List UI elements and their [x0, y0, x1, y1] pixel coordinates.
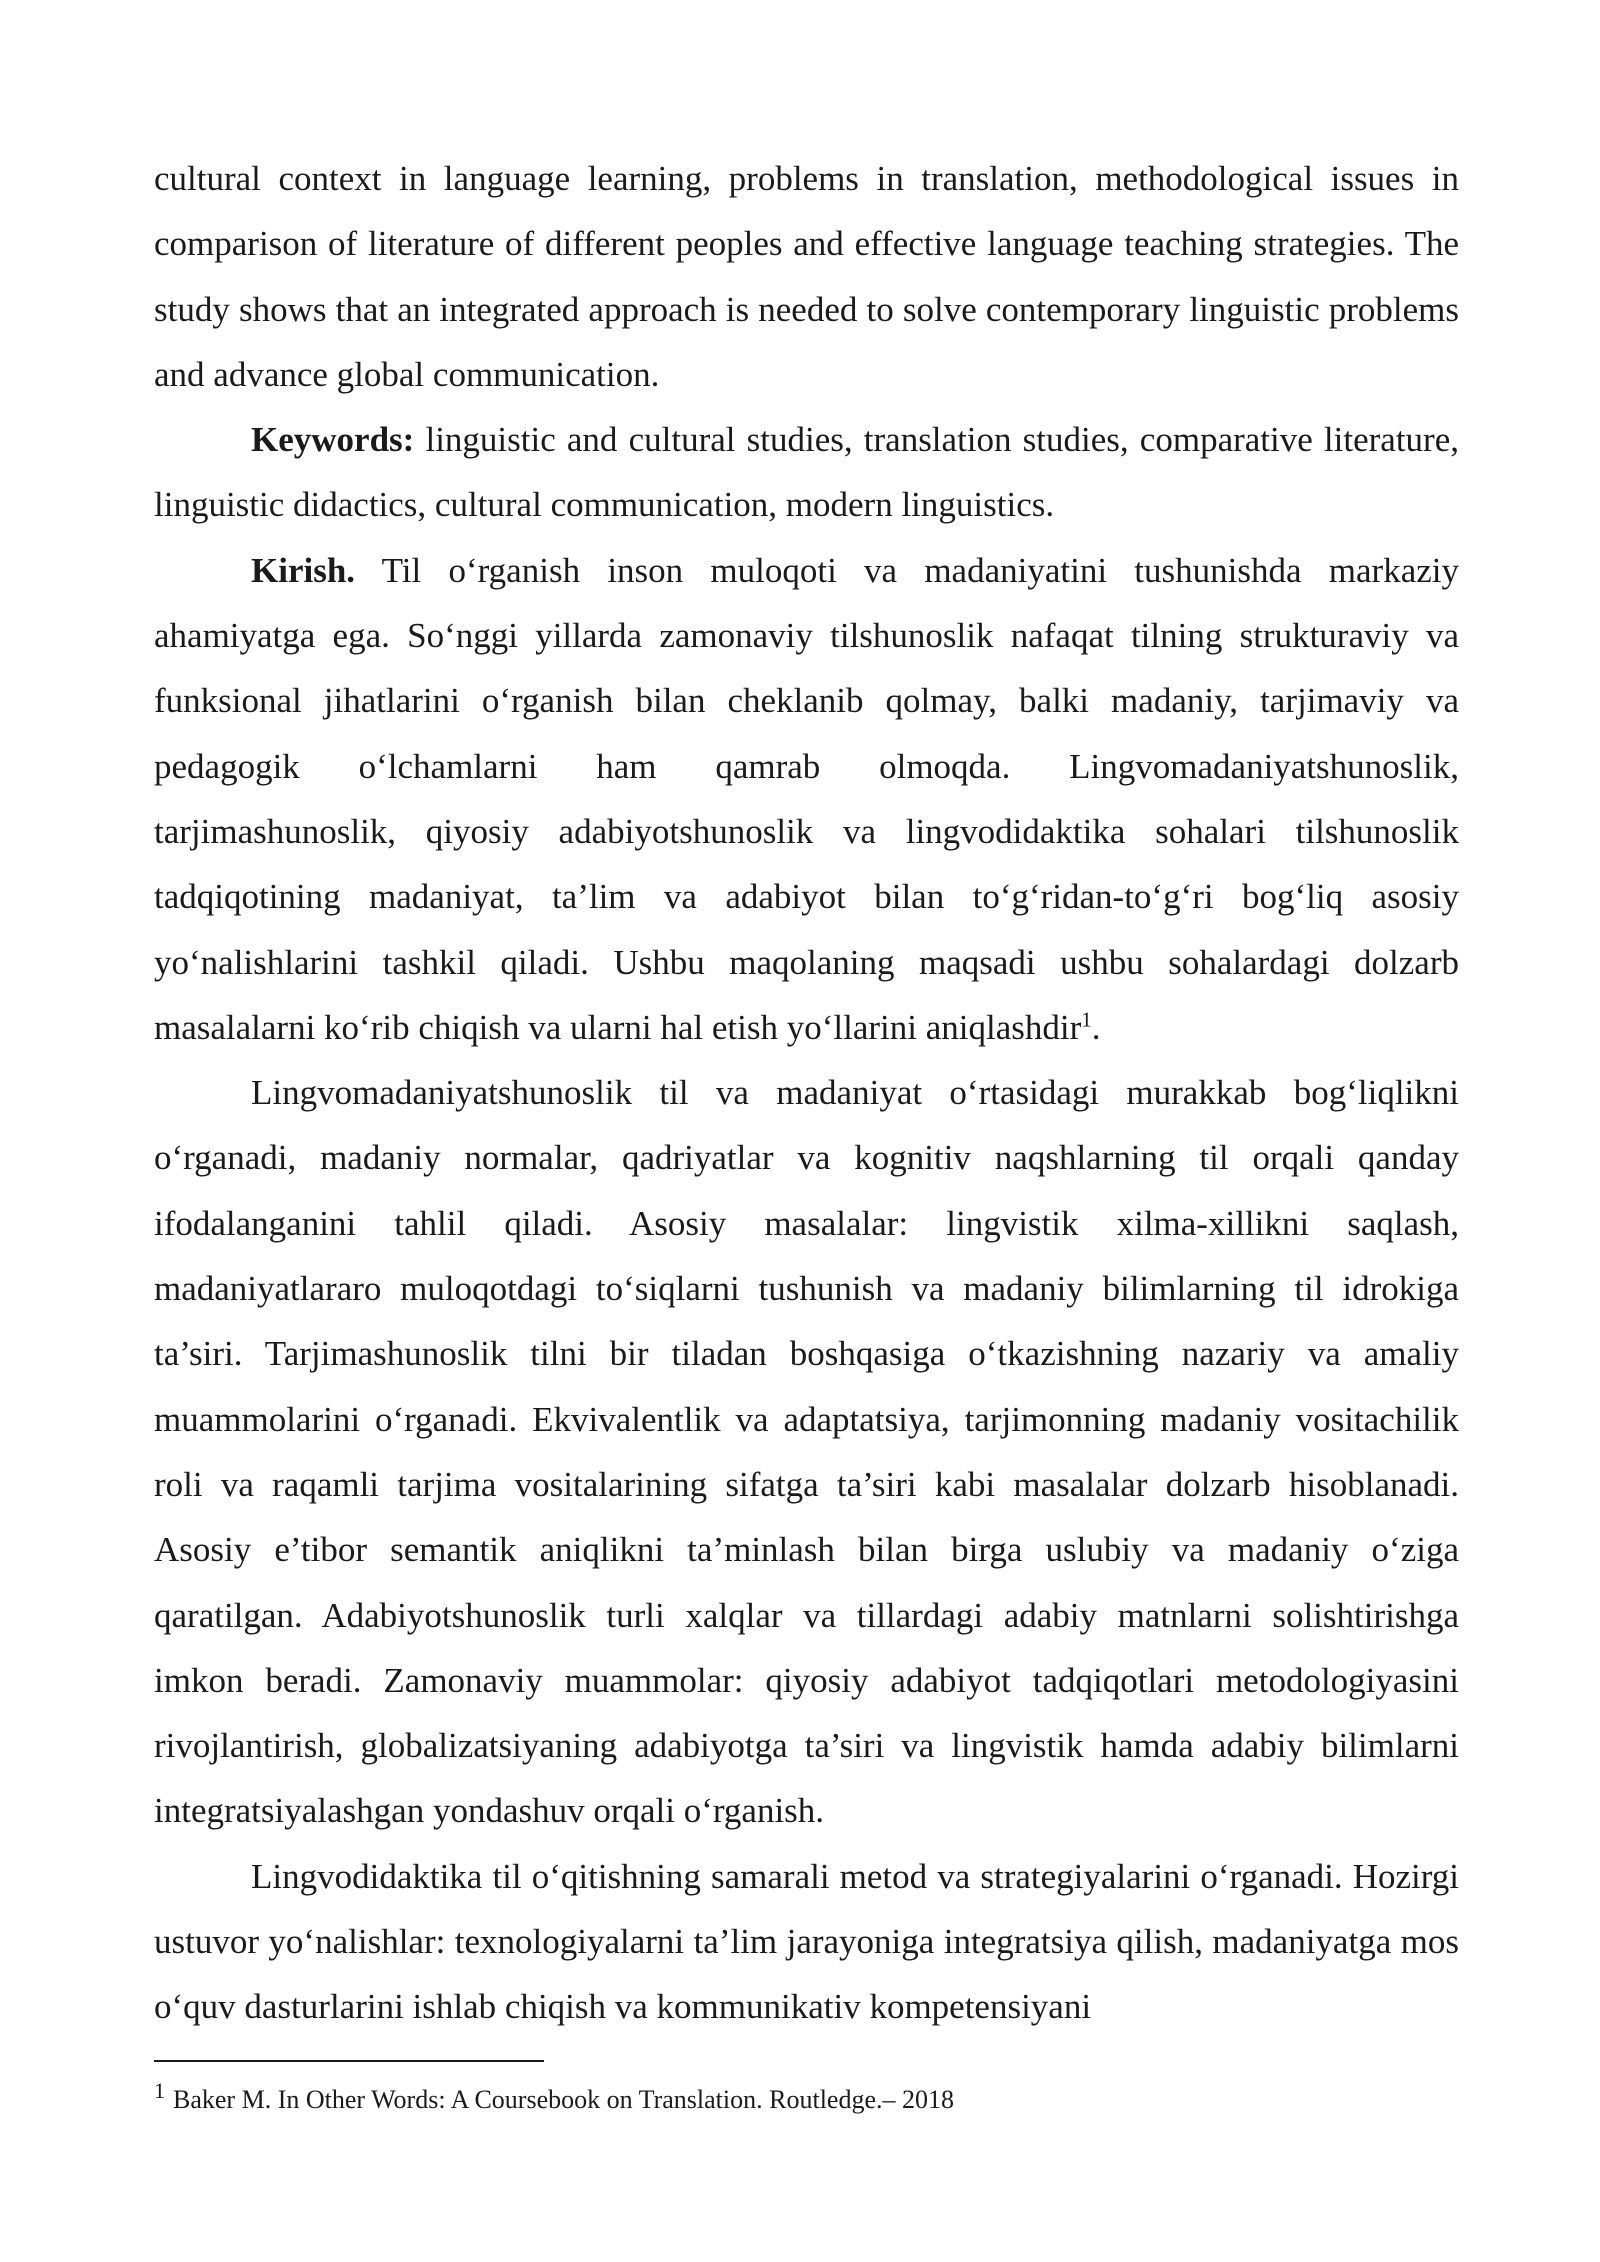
keywords-text: linguistic and cultural studies, translation studies, comparative literature, linguistic didactics, cultural communication, modern linguistics.: [154, 420, 1459, 525]
footnote: [154, 2078, 1459, 2118]
keywords-paragraph: [154, 407, 1459, 538]
footnote-divider: [154, 2060, 544, 2062]
intro-label: Kirish.: [251, 550, 356, 590]
footnote-number: 1: [154, 2078, 165, 2104]
footnote-reference[interactable]: 1: [1081, 1007, 1092, 1032]
intro-paragraph: [154, 538, 1459, 1060]
abstract-continuation: cultural context in language learning, problems in translation, methodological issues in comparison of literature of different peoples and effective language teaching strategies. The study shows that an integrated approach is needed to solve contemporary linguistic problems and advance global communication.: [154, 159, 1459, 394]
body-paragraph-2: Lingvomadaniyatshunoslik til va madaniyat o‘rtasidagi murakkab bog‘liqlikni o‘rganadi, madaniy normalar, qadriyatlar va kognitiv naqshlarning til orqali qanday ifodalanganini tahlil qiladi. Asosiy masalalar: lingvistik xilma-xillikni saqlash, madaniyatlararo muloqotdagi to‘siqlarni tushunish va madaniy bilimlarning til idrokiga ta’siri. Tarjimashunoslik tilni bir tiladan boshqasiga o‘tkazishning nazariy va amaliy muammolarini o‘rganadi. Ekvivalentlik va adaptatsiya, tarjimonning madaniy vositachilik roli va raqamli tarjima vositalarining sifatga ta’siri kabi masalalar dolzarb hisoblanadi. Asosiy e’tibor semantik aniqlikni ta’minlash bilan birga uslubiy va madaniy o‘ziga qaratilgan. Adabiyotshunoslik turli xalqlar va tillardagi adabiy matnlarni solishtirishga imkon beradi. Zamonaviy muammolar: qiyosiy adabiyot tadqiqotlari metodologiyasini rivojlantirish, globalizatsiyaning adabiyotga ta’siri va lingvistik hamda adabiy bilimlarni integratsiyalashgan yondashuv orqali o‘rganish.: [154, 1073, 1459, 1831]
intro-text: Til o‘rganish inson muloqoti va madaniyatini tushunishda markaziy ahamiyatga ega. So‘nggi yillarda zamonaviy tilshunoslik nafaqat tilning strukturaviy va funksional jihatlarini o‘rganish bilan cheklanib qolmay, balki madaniy, tarjimaviy va pedagogik o‘lchamlarni ham qamrab olmoqda. Lingvomadaniyatshunoslik, tarjimashunoslik, qiyosiy adabiyotshunoslik va lingvodidaktika sohalari tilshunoslik tadqiqotining madaniyat, ta’lim va adabiyot bilan to‘g‘ridan-to‘g‘ri bog‘liq asosiy yo‘nalishlarini tashkil qiladi. Ushbu maqolaning maqsadi ushbu sohalardagi dolzarb masalalarni ko‘rib chiqish va ularni hal etish yo‘llarini aniqlashdir: [154, 550, 1459, 1047]
footnote-text: Baker M. In Other Words: A Coursebook on Translation. Routledge.– 2018: [173, 2085, 955, 2114]
intro-text-end: .: [1091, 1007, 1101, 1047]
keywords-label: Keywords:: [251, 420, 415, 460]
body-paragraph-3: Lingvodidaktika til o‘qitishning samarali metod va strategiyalarini o‘rganadi. Hozirgi ustuvor yo‘nalishlar: texnologiyalarni ta’lim jarayoniga integratsiya qilish, madaniyatga mos o‘quv dasturlarini ishlab chiqish va kommunikativ kompetensiyani: [154, 1856, 1459, 2027]
page-body: [154, 146, 1459, 2040]
